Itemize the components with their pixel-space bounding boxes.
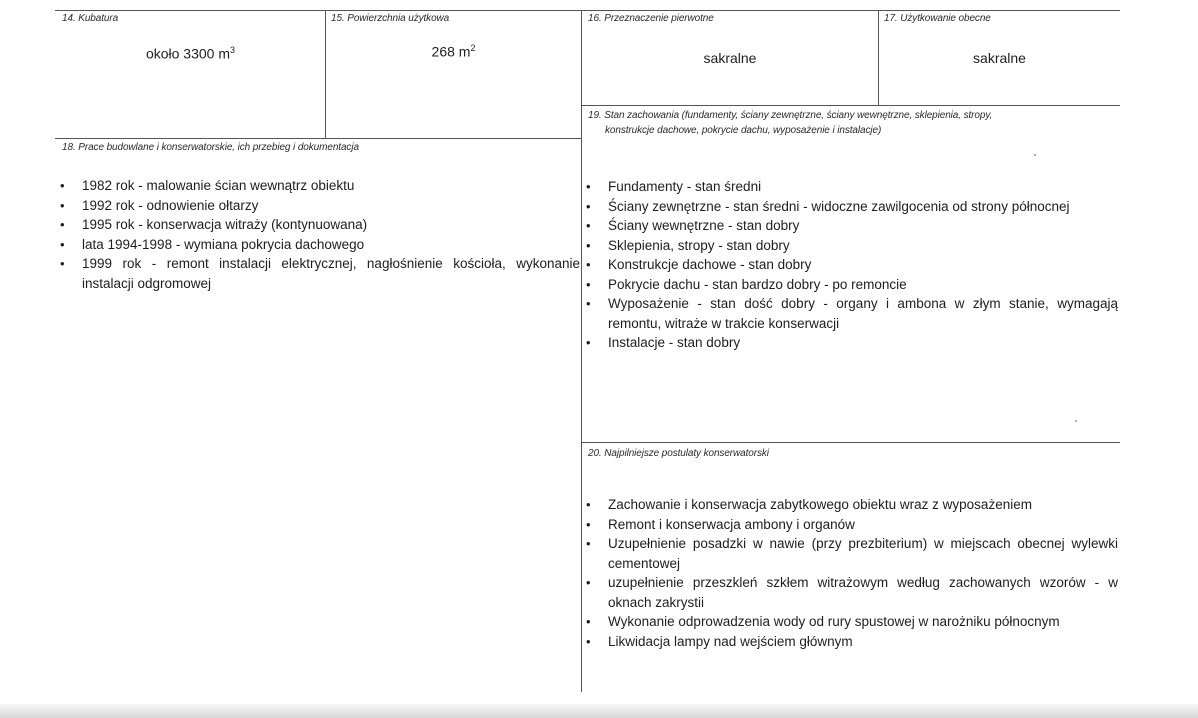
scan-bottom-edge	[0, 704, 1198, 718]
list-item: • Konstrukcje dachowe - stan dobry	[584, 255, 1118, 275]
list-item: • 1992 rok - odnowienie ołtarzy	[58, 196, 580, 216]
field-17-value: sakralne	[973, 50, 1026, 66]
field-19-label-line1: 19. Stan zachowania (fundamenty, ściany zewnętrzne, ściany wewnętrzne, sklepienia, stropy,	[588, 110, 993, 121]
field-14-value	[56, 45, 325, 62]
list-item: • Instalacje - stan dobry	[584, 333, 1118, 353]
scan-speck	[1034, 154, 1036, 156]
divider-main-column	[581, 10, 582, 692]
field-14-label: 14. Kubatura	[62, 13, 119, 24]
field-16-value: sakralne	[703, 50, 757, 66]
list-item: • 1995 rok - konserwacja witraży (kontynuowana)	[58, 215, 580, 235]
list-item: • 1999 rok - remont instalacji elektrycznej, nagłośnienie kościoła, wykonanie instalacji odgromowej	[58, 254, 580, 293]
list-item: • Remont i konserwacja ambony i organów	[584, 515, 1118, 535]
list-item: • Wykonanie odprowadzenia wody od rury spustowej w narożniku północnym	[584, 612, 1118, 632]
list-item: • Zachowanie i konserwacja zabytkowego obiektu wraz z wyposażeniem	[584, 495, 1118, 515]
field-19-list	[584, 177, 1118, 353]
field-15-label: 15. Powierzchnia użytkowa	[331, 13, 450, 24]
field-15-value-text: 268 m	[431, 43, 471, 60]
scan-speck	[1075, 420, 1077, 422]
list-item: • Fundamenty - stan średni	[584, 177, 1118, 197]
field-20-list	[584, 495, 1118, 651]
field-16-label: 16. Przeznaczenie pierwotne	[588, 13, 714, 24]
list-item: • Uzupełnienie posadzki w nawie (przy prezbiterium) w miejscach obecnej wylewki cementowej	[584, 534, 1118, 573]
field-18-list	[58, 176, 580, 293]
field-20-label: 20. Najpilniejsze postulaty konserwatorski	[588, 448, 769, 459]
field-15-value	[326, 43, 581, 60]
list-item: • lata 1994-1998 - wymiana pokrycia dachowego	[58, 235, 580, 255]
field-14-value-text: około 3300 m	[145, 45, 231, 62]
row-divider-19	[582, 105, 1120, 106]
field-15-unit-exponent: 2	[470, 43, 476, 53]
list-item: • Sklepienia, stropy - stan dobry	[584, 236, 1118, 256]
top-border-line	[55, 10, 1120, 11]
list-item: • Ściany wewnętrzne - stan dobry	[584, 216, 1118, 236]
list-item: • uzupełnienie przeszkleń szkłem witrażowym według zachowanych wzorów - w oknach zakrystii	[584, 573, 1118, 612]
row-divider-20	[582, 442, 1120, 443]
list-item: • Pokrycie dachu - stan bardzo dobry - po remoncie	[584, 275, 1118, 295]
row-divider-18	[55, 138, 582, 139]
list-item: • Likwidacja lampy nad wejściem głównym	[584, 632, 1118, 652]
field-14-unit-exponent: 3	[230, 45, 236, 55]
list-item: • Wyposażenie - stan dość dobry - organy i ambona w złym stanie, wymagają remontu, witraże w trakcie konserwacji	[584, 294, 1118, 333]
divider-14-15	[325, 10, 326, 138]
list-item: • 1982 rok - malowanie ścian wewnątrz obiektu	[58, 176, 580, 196]
field-18-label: 18. Prace budowlane i konserwatorskie, ich przebieg i dokumentacja	[62, 142, 359, 153]
list-item: • Ściany zewnętrzne - stan średni - widoczne zawilgocenia od strony północnej	[584, 197, 1118, 217]
field-19-label-line2: konstrukcje dachowe, pokrycie dachu, wyposażenie i instalacje)	[605, 125, 882, 136]
field-17-label: 17. Użytkowanie obecne	[884, 13, 991, 24]
